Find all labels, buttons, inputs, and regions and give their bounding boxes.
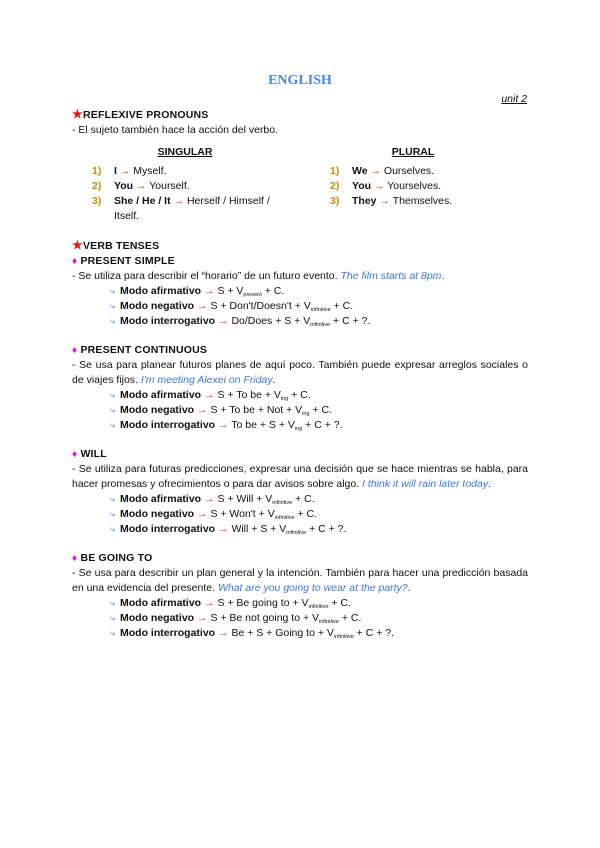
list-number: 2) — [330, 180, 340, 192]
verb-tenses-heading-text: VERB TENSES — [82, 240, 160, 252]
arrow-icon: → — [218, 627, 229, 639]
document-title: ENGLISH — [268, 73, 332, 88]
tense-heading-text: BE GOING TO — [80, 552, 153, 564]
tense-description-text: - Se utiliza para futuras predicciones, expresar una decisión que se hace mientras se habla, para hacer promesas y ofrecimientos o para dar avisos sobre algo. — [72, 463, 528, 490]
reflexive-heading-text: REFLEXIVE PRONOUNS — [82, 109, 209, 121]
pronoun-entry — [114, 179, 190, 194]
formula-end: + C + ?. — [330, 315, 371, 327]
tense-description-text: - Se utiliza para describir el “horario” de un futuro evento. — [72, 270, 338, 282]
formula-end: + C + ?. — [302, 419, 343, 431]
tense-description — [72, 566, 528, 596]
reflexive-form: Yourselves. — [387, 180, 442, 192]
star-icon: ★ — [72, 238, 83, 252]
form-item — [110, 314, 528, 329]
form-line — [120, 314, 370, 329]
list-number: 3) — [330, 195, 340, 207]
pronoun-columns — [72, 164, 528, 224]
arrow-icon: → — [379, 195, 390, 207]
star-icon: ★ — [72, 107, 83, 121]
form-item — [110, 418, 528, 433]
reflexive-form: Myself. — [133, 165, 167, 177]
tense-heading-text: WILL — [80, 448, 107, 460]
formula-end: + C. — [294, 508, 318, 520]
formula-subscript: infinitive — [274, 515, 295, 521]
formula-start: S + To be + Not + V — [210, 404, 303, 416]
form-line — [120, 507, 317, 522]
tense-heading — [72, 551, 528, 566]
formula-end: + C. — [261, 285, 285, 297]
reflexive-form: Yourself. — [149, 180, 190, 192]
mode-label: Modo negativo — [120, 404, 195, 416]
formula-subscript: ing — [302, 411, 310, 417]
hook-arrow-icon: ⤷ — [110, 301, 116, 311]
plural-list — [310, 164, 528, 224]
formula-end: + C. — [338, 612, 362, 624]
document-content — [72, 107, 528, 641]
plural-item — [310, 194, 528, 209]
verb-tenses-heading — [72, 238, 528, 254]
mode-label: Modo negativo — [120, 300, 195, 312]
form-line — [120, 388, 311, 403]
hook-arrow-icon: ⤷ — [110, 286, 116, 296]
formula-start: S + Will + V — [217, 493, 273, 505]
arrow-icon: → — [218, 419, 229, 431]
formula-end: + C + ?. — [306, 523, 347, 535]
tense-example: What are you going to wear at the party? — [217, 582, 408, 594]
tense-forms — [72, 388, 528, 433]
mode-label: Modo afirmativo — [120, 389, 202, 401]
hook-arrow-icon: ⤷ — [110, 494, 116, 504]
formula-subscript: ing — [280, 396, 289, 402]
hook-arrow-icon: ⤷ — [110, 628, 116, 638]
diamond-icon: ♦ — [72, 449, 78, 460]
formula-start: S + V — [217, 285, 244, 297]
tense-example: I'm meeting Alexei on Friday — [140, 374, 273, 386]
tense-heading-text: PRESENT CONTINUOUS — [80, 344, 208, 356]
formula-end: + C. — [292, 493, 315, 505]
arrow-icon: → — [197, 300, 208, 312]
hook-arrow-icon: ⤷ — [110, 405, 116, 415]
plural-item — [310, 179, 528, 194]
form-item — [110, 299, 528, 314]
list-number: 3) — [92, 195, 102, 207]
singular-item — [72, 164, 290, 179]
arrow-icon: → — [370, 165, 381, 177]
arrow-icon: → — [197, 508, 208, 520]
formula-start: S + To be + V — [217, 389, 281, 401]
hook-arrow-icon: ⤷ — [110, 316, 116, 326]
formula-subscript: infinitive — [272, 500, 293, 506]
form-line — [120, 596, 351, 611]
formula-start: S + Don't/Doesn't + V — [210, 300, 311, 312]
formula-end: + C. — [309, 404, 332, 416]
reflexive-form: Ourselves. — [383, 165, 435, 177]
form-line — [120, 492, 315, 507]
example-end: . — [441, 270, 445, 282]
form-item — [110, 522, 528, 537]
tense-forms — [72, 492, 528, 537]
unit-label: unit 2 — [501, 93, 527, 105]
formula-subscript: infinitive — [310, 322, 331, 328]
tense-forms — [72, 596, 528, 641]
formula-start: S + Be not going to + V — [210, 612, 320, 624]
tense-description-text: - Se usa para planear futuros planes de aquí poco. También puede expresar arreglos sociales o de viajes fijos. — [72, 359, 528, 386]
arrow-icon: → — [373, 180, 385, 192]
pronoun: She / He / It — [114, 195, 171, 207]
hook-arrow-icon: ⤷ — [110, 390, 116, 400]
form-line — [120, 626, 394, 641]
plural-item — [310, 164, 528, 179]
mode-label: Modo afirmativo — [120, 493, 202, 505]
formula-end: + C. — [328, 597, 351, 609]
arrow-icon: → — [173, 195, 185, 207]
mode-label: Modo interrogativo — [120, 523, 216, 535]
formula-subscript: infinitive — [286, 530, 307, 536]
pronoun: You — [352, 180, 372, 192]
singular-list — [72, 164, 290, 224]
form-item — [110, 403, 528, 418]
mode-label: Modo interrogativo — [120, 315, 216, 327]
arrow-icon: → — [204, 597, 215, 609]
hook-arrow-icon: ⤷ — [110, 420, 116, 430]
arrow-icon: → — [204, 493, 215, 505]
pronoun-entry — [352, 194, 452, 209]
singular-heading: SINGULAR — [157, 146, 213, 158]
form-line — [120, 522, 346, 537]
pronoun-entry — [114, 194, 290, 224]
tense-description — [72, 358, 528, 388]
tense-example: The film starts at 8pm — [340, 270, 442, 282]
form-line — [120, 403, 332, 418]
mode-label: Modo afirmativo — [120, 597, 202, 609]
plural-heading: PLURAL — [391, 146, 435, 158]
diamond-icon: ♦ — [72, 345, 78, 356]
list-number: 1) — [330, 165, 340, 177]
list-number: 1) — [92, 165, 102, 177]
hook-arrow-icon: ⤷ — [110, 613, 116, 623]
reflexive-description: - El sujeto también hace la acción del verbo. — [72, 124, 279, 136]
form-line — [120, 299, 353, 314]
mode-label: Modo negativo — [120, 612, 195, 624]
example-end: . — [488, 478, 492, 490]
pronoun-column-headings — [72, 145, 528, 160]
mode-label: Modo afirmativo — [120, 285, 202, 297]
formula-subscript: infinitive — [310, 307, 331, 313]
tense-sections — [72, 254, 528, 641]
form-item — [110, 611, 528, 626]
hook-arrow-icon: ⤷ — [110, 524, 116, 534]
singular-item — [72, 194, 290, 224]
example-end: . — [272, 374, 276, 386]
formula-start: Will + S + V — [231, 523, 287, 535]
mode-label: Modo interrogativo — [120, 419, 216, 431]
list-number: 2) — [92, 180, 102, 192]
tense-example: I think it will rain later today — [362, 478, 489, 490]
pronoun-entry — [114, 164, 167, 179]
formula-subscript: infinitive — [333, 634, 354, 640]
pronoun: They — [352, 195, 377, 207]
formula-subscript: ing — [294, 426, 303, 432]
arrow-icon: → — [197, 612, 208, 624]
arrow-icon: → — [218, 315, 229, 327]
arrow-icon: → — [135, 180, 147, 192]
form-item — [110, 388, 528, 403]
hook-arrow-icon: ⤷ — [110, 509, 116, 519]
form-item — [110, 492, 528, 507]
mode-label: Modo interrogativo — [120, 627, 216, 639]
tense-forms — [72, 284, 528, 329]
pronoun: I — [114, 165, 117, 177]
tense-heading — [72, 254, 528, 269]
reflexive-heading — [72, 107, 528, 123]
pronoun-entry — [352, 179, 441, 194]
formula-start: To be + S + V — [231, 419, 295, 431]
formula-start: S + Be going to + V — [217, 597, 309, 609]
pronoun: You — [114, 180, 134, 192]
reflexive-form: Herself / Himself / Itself. — [114, 195, 270, 222]
pronoun: We — [352, 165, 368, 177]
formula-start: Do/Does + S + V — [231, 315, 311, 327]
form-line — [120, 418, 343, 433]
form-line — [120, 611, 361, 626]
arrow-icon: → — [197, 404, 208, 416]
reflexive-form: Themselves. — [392, 195, 453, 207]
arrow-icon: → — [204, 285, 215, 297]
tense-description — [72, 269, 528, 284]
tense-heading-text: PRESENT SIMPLE — [80, 255, 175, 267]
arrow-icon: → — [204, 389, 215, 401]
formula-start: S + Won't + V — [210, 508, 275, 520]
diamond-icon: ♦ — [72, 256, 78, 267]
hook-arrow-icon: ⤷ — [110, 598, 116, 608]
tense-heading — [72, 343, 528, 358]
form-item — [110, 284, 528, 299]
form-line — [120, 284, 284, 299]
form-item — [110, 507, 528, 522]
example-end: . — [407, 582, 411, 594]
mode-label: Modo negativo — [120, 508, 195, 520]
form-item — [110, 626, 528, 641]
formula-subscript: infinitive — [319, 619, 339, 625]
singular-item — [72, 179, 290, 194]
formula-end: + C. — [330, 300, 354, 312]
formula-subscript: infinitive — [308, 604, 329, 610]
arrow-icon: → — [119, 165, 131, 177]
diamond-icon: ♦ — [72, 553, 78, 564]
form-item — [110, 596, 528, 611]
formula-end: + C. — [288, 389, 311, 401]
tense-description — [72, 462, 528, 492]
tense-heading — [72, 447, 528, 462]
arrow-icon: → — [218, 523, 229, 535]
pronoun-entry — [352, 164, 434, 179]
formula-subscript: present — [243, 292, 262, 298]
tense-description-text: - Se usa para describir un plan general y la intención. También para hacer una predicción basada en una evidencia del presente. — [72, 567, 528, 594]
formula-end: + C + ?. — [353, 627, 395, 639]
formula-start: Be + S + Going to + V — [231, 627, 334, 639]
